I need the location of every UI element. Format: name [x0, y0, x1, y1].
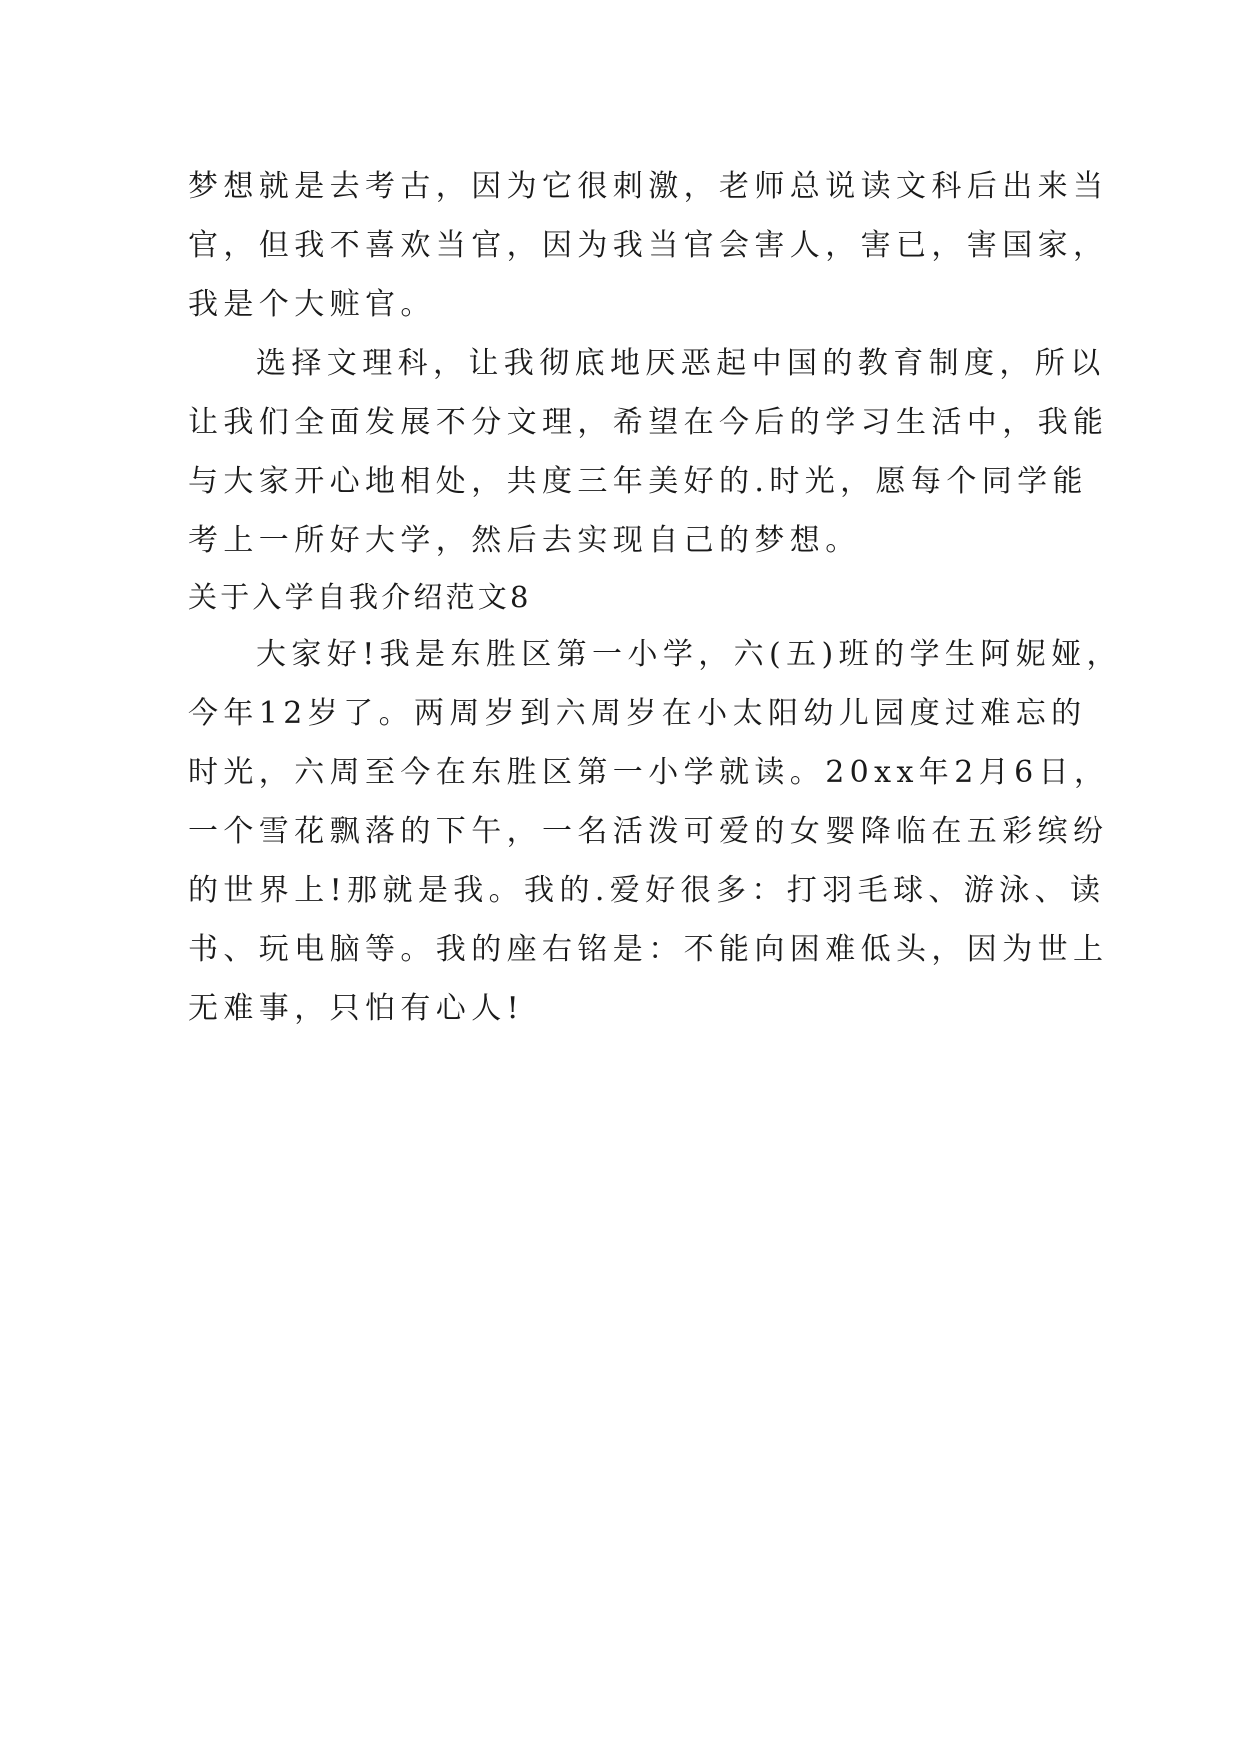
paragraph-3-line-7: 无难事，只怕有心人! [188, 991, 525, 1026]
paragraph-3-line-6: 书、玩电脑等。我的座右铭是：不能向困难低头，因为世上 [188, 932, 1109, 967]
paragraph-1-line-1: 梦想就是去考古，因为它很刺激，老师总说读文科后出来当 [188, 169, 1109, 204]
paragraph-2-line-4: 考上一所好大学，然后去实现自己的梦想。 [188, 523, 861, 558]
paragraph-1-line-2: 官，但我不喜欢当官，因为我当官会害人，害已，害国家， [188, 228, 1109, 263]
paragraph-3-line-4: 一个雪花飘落的下午，一名活泼可爱的女婴降临在五彩缤纷 [188, 814, 1109, 849]
paragraph-3-line-3: 时光，六周至今在东胜区第一小学就读。20xx年2月6日， [188, 755, 1110, 790]
paragraph-2-line-1: 选择文理科，让我彻底地厌恶起中国的教育制度，所以 [256, 346, 1106, 381]
paragraph-2-line-2: 让我们全面发展不分文理，希望在今后的学习生活中，我能 [188, 405, 1109, 440]
paragraph-3-line-1: 大家好!我是东胜区第一小学，六(五)班的学生阿妮娅， [256, 637, 1122, 672]
paragraph-3-line-5: 的世界上!那就是我。我的.爱好很多：打羽毛球、游泳、读 [188, 873, 1106, 908]
paragraph-2-line-3: 与大家开心地相处，共度三年美好的.时光，愿每个同学能 [188, 464, 1088, 499]
paragraph-1-line-3: 我是个大赃官。 [188, 287, 436, 322]
section-heading: 关于入学自我介绍范文8 [188, 580, 532, 614]
paragraph-3-line-2: 今年12岁了。两周岁到六周岁在小太阳幼儿园度过难忘的 [188, 696, 1087, 731]
